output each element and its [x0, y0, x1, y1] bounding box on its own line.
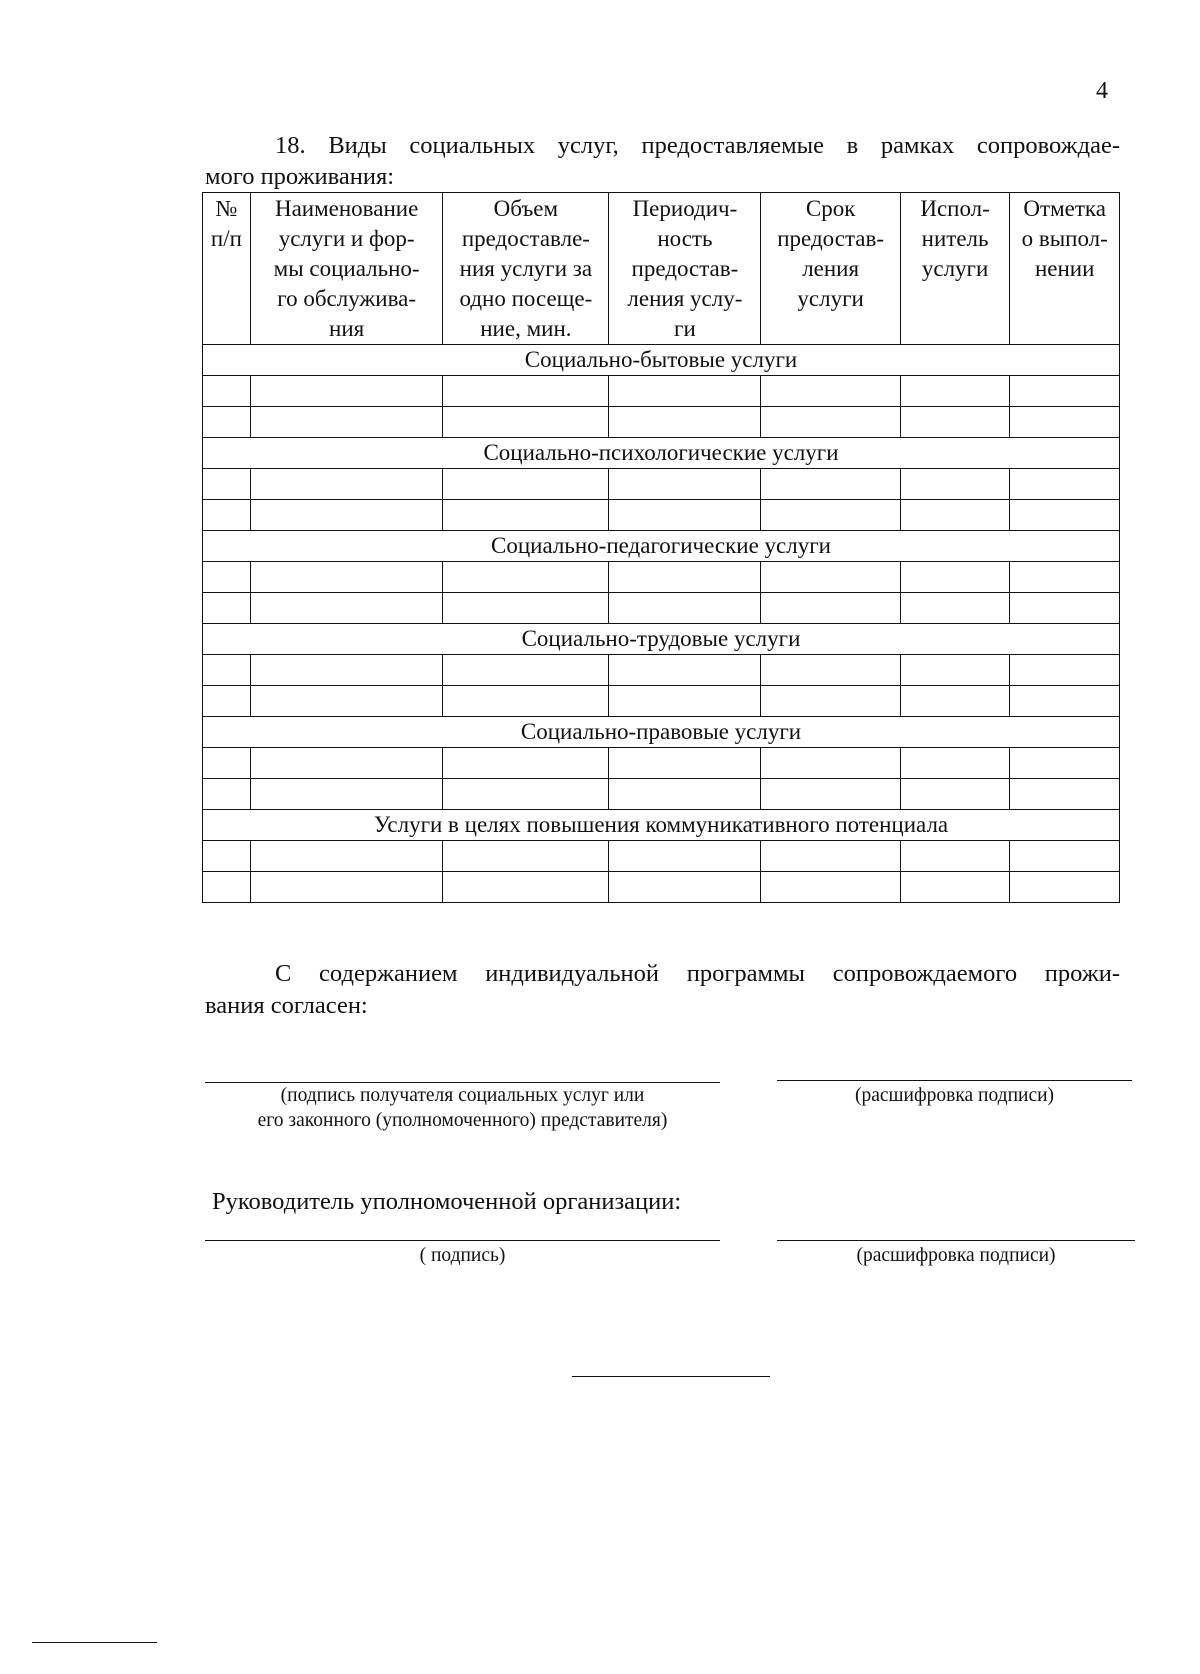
- column-header-line: одно посеще-: [459, 286, 593, 311]
- services-table: [202, 192, 1120, 903]
- table-body: [203, 345, 1120, 903]
- column-header-line: ления услу-: [627, 286, 743, 311]
- table-cell[interactable]: [900, 500, 1010, 531]
- table-cell[interactable]: [250, 407, 443, 438]
- table-cell[interactable]: [1010, 841, 1120, 872]
- table-row: [203, 841, 1120, 872]
- table-cell[interactable]: [443, 841, 609, 872]
- group-title: Социально-бытовые услуги: [203, 345, 1120, 376]
- column-header-line: ления: [802, 256, 860, 281]
- table-cell[interactable]: [443, 407, 609, 438]
- table-row: [203, 407, 1120, 438]
- column-header-line: ния услуги за: [459, 256, 593, 281]
- table-cell[interactable]: [900, 562, 1010, 593]
- table-cell[interactable]: [761, 872, 900, 903]
- table-cell[interactable]: [761, 469, 900, 500]
- table-cell[interactable]: [203, 841, 251, 872]
- table-cell[interactable]: [203, 686, 251, 717]
- table-cell[interactable]: [900, 407, 1010, 438]
- column-header: [900, 193, 1010, 345]
- table-row: [203, 872, 1120, 903]
- table-row: [203, 686, 1120, 717]
- table-cell[interactable]: [443, 376, 609, 407]
- table-cell[interactable]: [250, 655, 443, 686]
- table-cell[interactable]: [761, 407, 900, 438]
- column-header-line: нении: [1034, 256, 1095, 281]
- table-cell[interactable]: [443, 562, 609, 593]
- table-cell[interactable]: [443, 748, 609, 779]
- table-cell[interactable]: [609, 748, 761, 779]
- table-cell[interactable]: [761, 655, 900, 686]
- recipient-signature-caption: [205, 1083, 720, 1133]
- column-header-line: предостав-: [631, 256, 739, 281]
- table-cell[interactable]: [1010, 779, 1120, 810]
- table-cell[interactable]: [900, 655, 1010, 686]
- director-decoding-caption: (расшифровка подписи): [856, 1245, 1056, 1266]
- column-header-line: ния: [329, 316, 365, 341]
- group-title: Услуги в целях повышения коммуникативного потенциала: [203, 810, 1120, 841]
- group-row: [203, 810, 1120, 841]
- table-row: [203, 655, 1120, 686]
- table-row: [203, 779, 1120, 810]
- column-header-line: ги: [674, 316, 696, 341]
- table-row: [203, 748, 1120, 779]
- agreement-line1: С содержанием индивидуальной программы сопровождаемого прожи-: [275, 960, 1120, 987]
- table-header-row: [203, 193, 1120, 345]
- group-title: Социально-педагогические услуги: [203, 531, 1120, 562]
- table-cell[interactable]: [761, 841, 900, 872]
- table-cell[interactable]: [609, 407, 761, 438]
- table-cell[interactable]: [250, 562, 443, 593]
- group-row: [203, 438, 1120, 469]
- table-cell[interactable]: [250, 500, 443, 531]
- table-cell[interactable]: [1010, 686, 1120, 717]
- table-cell[interactable]: [900, 593, 1010, 624]
- agreement-line2: вания согласен:: [205, 992, 368, 1019]
- table-cell[interactable]: [609, 469, 761, 500]
- table-cell[interactable]: [203, 748, 251, 779]
- director-signature-caption: ( подпись): [419, 1245, 506, 1266]
- table-cell[interactable]: [1010, 469, 1120, 500]
- table-cell[interactable]: [900, 686, 1010, 717]
- table-cell[interactable]: [609, 872, 761, 903]
- table-cell[interactable]: [443, 655, 609, 686]
- director-label: Руководитель уполномоченной организации:: [212, 1188, 682, 1215]
- table-cell[interactable]: [1010, 407, 1120, 438]
- table-cell[interactable]: [1010, 376, 1120, 407]
- column-header-line: услуги и фор-: [278, 226, 415, 251]
- table-cell[interactable]: [900, 779, 1010, 810]
- director-signature-line[interactable]: [205, 1240, 720, 1241]
- table-cell[interactable]: [250, 469, 443, 500]
- table-cell[interactable]: [203, 469, 251, 500]
- table-cell[interactable]: [250, 593, 443, 624]
- table-cell[interactable]: [203, 376, 251, 407]
- column-header: [443, 193, 609, 345]
- column-header-line: п/п: [210, 226, 242, 251]
- table-cell[interactable]: [250, 872, 443, 903]
- column-header-line: Отметка: [1023, 196, 1106, 221]
- group-title: Социально-правовые услуги: [203, 717, 1120, 748]
- column-header-line: Испол-: [920, 196, 990, 221]
- column-header-line: Наименование: [274, 196, 419, 221]
- table-cell[interactable]: [609, 779, 761, 810]
- section-heading: [205, 130, 1120, 192]
- table-row: [203, 562, 1120, 593]
- table-cell[interactable]: [443, 872, 609, 903]
- page-number: 4: [1096, 78, 1108, 104]
- recipient-decoding-caption: (расшифровка подписи): [854, 1085, 1055, 1106]
- column-header-line: ность: [657, 226, 713, 251]
- column-header: [1010, 193, 1120, 345]
- column-header: [250, 193, 443, 345]
- table-cell[interactable]: [250, 748, 443, 779]
- table-cell[interactable]: [900, 872, 1010, 903]
- table-cell[interactable]: [203, 500, 251, 531]
- group-row: [203, 345, 1120, 376]
- table-cell[interactable]: [1010, 500, 1120, 531]
- table-cell[interactable]: [203, 562, 251, 593]
- table-cell[interactable]: [1010, 593, 1120, 624]
- table-cell[interactable]: [250, 686, 443, 717]
- table-cell[interactable]: [250, 841, 443, 872]
- table-cell[interactable]: [203, 407, 251, 438]
- table-cell[interactable]: [609, 500, 761, 531]
- end-rule: [572, 1376, 770, 1377]
- table-cell[interactable]: [609, 376, 761, 407]
- table-cell[interactable]: [1010, 655, 1120, 686]
- column-header-line: предостав-: [777, 226, 885, 251]
- group-row: [203, 717, 1120, 748]
- column-header-line: услуги: [797, 286, 864, 311]
- agreement-text: [205, 958, 1120, 1022]
- table-cell[interactable]: [609, 841, 761, 872]
- column-header: [609, 193, 761, 345]
- table-cell[interactable]: [443, 686, 609, 717]
- table-cell[interactable]: [761, 748, 900, 779]
- group-title: Социально-психологические услуги: [203, 438, 1120, 469]
- table-cell[interactable]: [443, 500, 609, 531]
- table-cell[interactable]: [203, 593, 251, 624]
- table-cell[interactable]: [443, 593, 609, 624]
- recipient-decoding-line[interactable]: [777, 1080, 1132, 1081]
- column-header-line: Периодич-: [632, 196, 738, 221]
- table-cell[interactable]: [900, 841, 1010, 872]
- table-cell[interactable]: [1010, 872, 1120, 903]
- column-header-line: го обслужива-: [277, 286, 417, 311]
- table-row: [203, 500, 1120, 531]
- column-header-line: ние, мин.: [480, 316, 572, 341]
- table-row: [203, 469, 1120, 500]
- table-cell[interactable]: [761, 562, 900, 593]
- table-cell[interactable]: [250, 376, 443, 407]
- table-row: [203, 593, 1120, 624]
- table-cell[interactable]: [203, 655, 251, 686]
- column-header-line: Срок: [805, 196, 856, 221]
- footnote-rule: [32, 1642, 157, 1643]
- table-cell[interactable]: [1010, 562, 1120, 593]
- group-row: [203, 624, 1120, 655]
- table-cell[interactable]: [900, 748, 1010, 779]
- column-header-line: №: [215, 196, 238, 221]
- recipient-caption-line2: его законного (уполномоченного) представителя): [257, 1110, 668, 1131]
- column-header-line: Объем: [493, 196, 559, 221]
- group-row: [203, 531, 1120, 562]
- table-cell[interactable]: [761, 593, 900, 624]
- table-cell[interactable]: [900, 469, 1010, 500]
- table-cell[interactable]: [609, 686, 761, 717]
- recipient-caption-line1: (подпись получателя социальных услуг или: [280, 1085, 645, 1106]
- table-cell[interactable]: [609, 655, 761, 686]
- table-cell[interactable]: [609, 562, 761, 593]
- table-cell[interactable]: [250, 779, 443, 810]
- table-cell[interactable]: [761, 779, 900, 810]
- column-header-line: нитель: [921, 226, 989, 251]
- table-cell[interactable]: [761, 500, 900, 531]
- column-header-line: мы социально-: [273, 256, 420, 281]
- column-header-line: о выпол-: [1021, 226, 1108, 251]
- column-header: [761, 193, 900, 345]
- section-heading-line2: мого проживания:: [205, 163, 395, 190]
- table-cell[interactable]: [203, 779, 251, 810]
- section-heading-line1: 18. Виды социальных услуг, предоставляемые в рамках сопровождае-: [275, 132, 1120, 159]
- column-header-line: услуги: [921, 256, 989, 281]
- column-header: [203, 193, 251, 345]
- table-cell[interactable]: [761, 686, 900, 717]
- table-cell[interactable]: [203, 872, 251, 903]
- group-title: Социально-трудовые услуги: [203, 624, 1120, 655]
- table-cell[interactable]: [443, 469, 609, 500]
- table-cell[interactable]: [761, 376, 900, 407]
- director-decoding-line[interactable]: [777, 1240, 1135, 1241]
- table-cell[interactable]: [443, 779, 609, 810]
- column-header-line: предоставле-: [461, 226, 590, 251]
- table-cell[interactable]: [1010, 748, 1120, 779]
- table-cell[interactable]: [900, 376, 1010, 407]
- table-cell[interactable]: [609, 593, 761, 624]
- table-row: [203, 376, 1120, 407]
